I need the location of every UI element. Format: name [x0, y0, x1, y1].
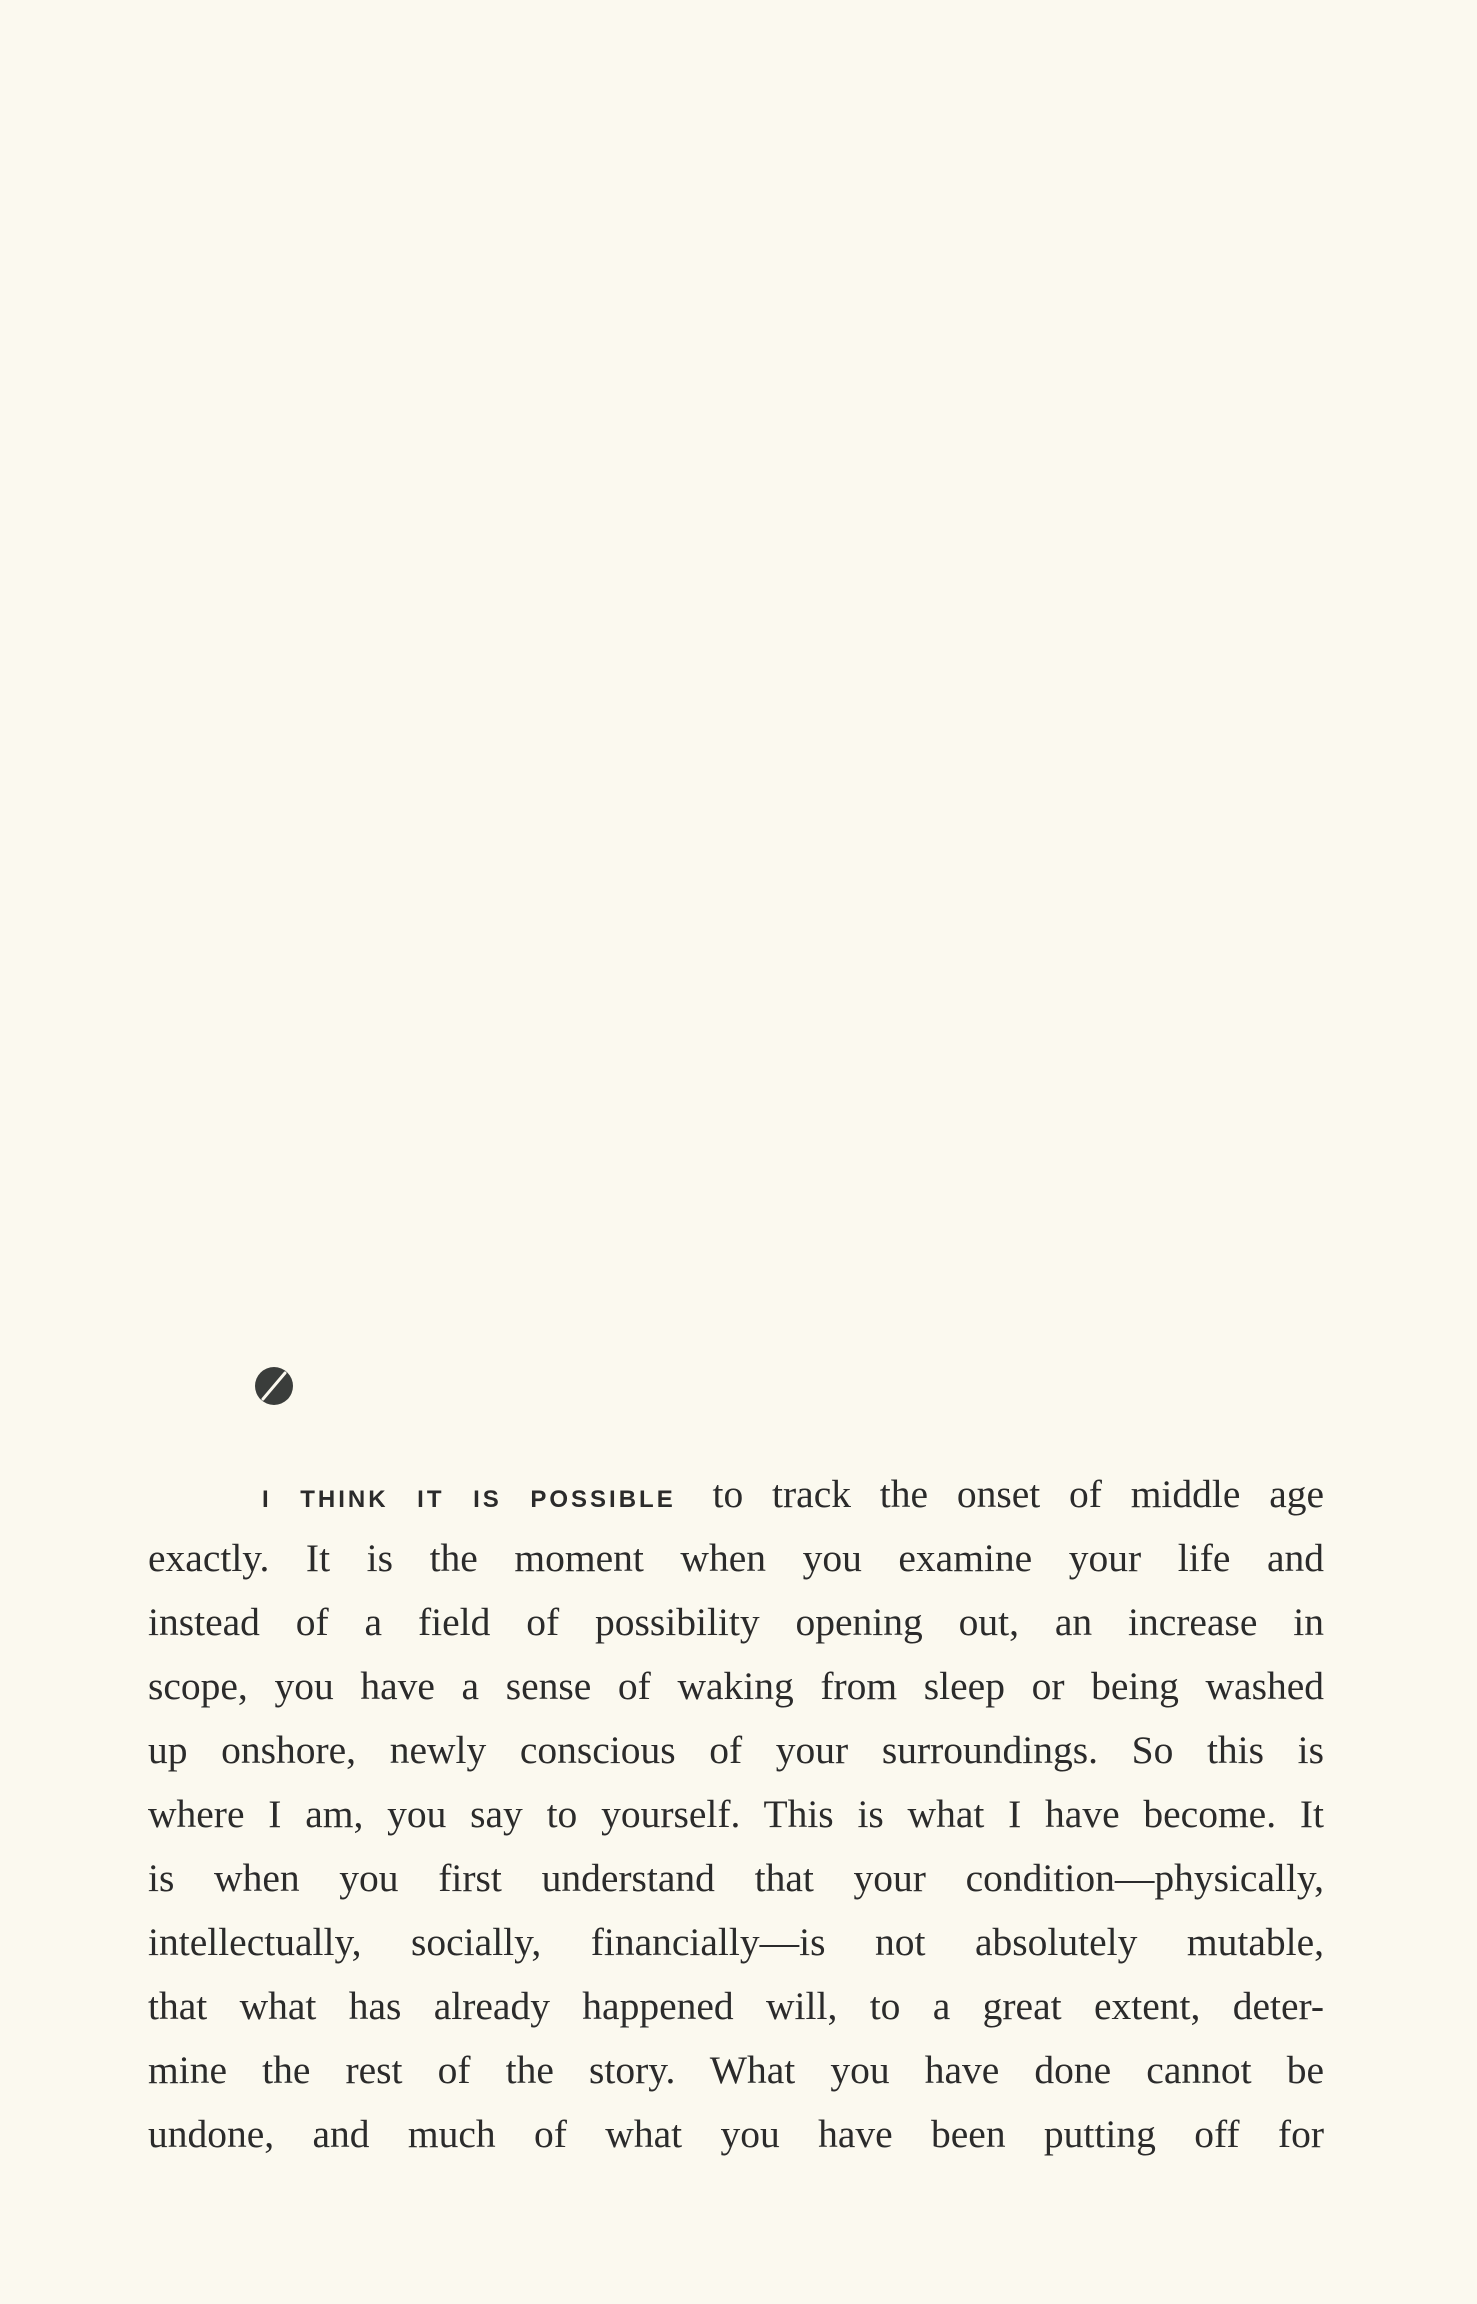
- paragraph-line-11: undone, and much of what you have been putting off for: [148, 2112, 1324, 2156]
- paragraph-line-8: intellectually, socially, financially—is not absolutely mutable,: [148, 1920, 1324, 1964]
- paragraph-line-10: mine the rest of the story. What you have done cannot be: [148, 2048, 1324, 2092]
- first-line-text: to track the onset of middle age: [712, 1472, 1325, 1516]
- paragraph-line-2: exactly. It is the moment when you examine your life and: [148, 1536, 1324, 1580]
- paragraph-line-9: that what has already happened will, to a great extent, deter-: [148, 1984, 1324, 2028]
- body-paragraph: [148, 1462, 1324, 2166]
- paragraph-line-6: where I am, you say to yourself. This is what I have become. It: [148, 1792, 1324, 1836]
- paragraph-line-3: instead of a field of possibility opening out, an increase in: [148, 1600, 1324, 1644]
- small-caps-lead-in: I THINK IT IS POSSIBLE: [262, 1486, 676, 1513]
- slashed-circle-icon: [254, 1366, 294, 1406]
- paragraph-line-5: up onshore, newly conscious of your surroundings. So this is: [148, 1728, 1324, 1772]
- paragraph-line-1: [148, 1462, 1324, 1526]
- paragraph-line-4: scope, you have a sense of waking from sleep or being washed: [148, 1664, 1324, 1708]
- paragraph-line-7: is when you first understand that your condition—physically,: [148, 1856, 1324, 1900]
